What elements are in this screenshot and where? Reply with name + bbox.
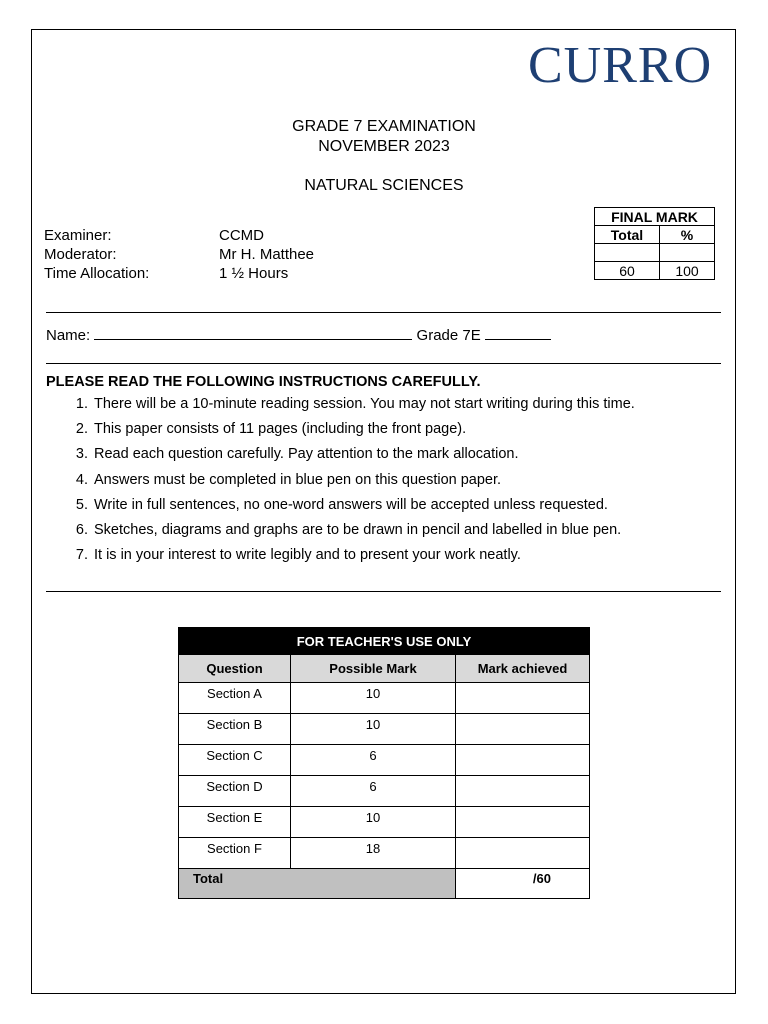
- total-label: Total: [179, 869, 456, 899]
- time-allocation-value: 1 ½ Hours: [219, 265, 289, 282]
- divider: [46, 591, 721, 592]
- instruction-item: 6. Sketches, diagrams and graphs are to be drawn in pencil and labelled in blue pen.: [92, 518, 768, 543]
- grade-label: Grade 7E: [416, 327, 481, 344]
- final-mark-total-cell[interactable]: [595, 244, 660, 262]
- instructions-title: PLEASE READ THE FOLLOWING INSTRUCTIONS CAREFULLY.: [46, 374, 481, 390]
- final-mark-percent-max: 100: [660, 262, 715, 280]
- row-mark-achieved[interactable]: [456, 807, 590, 838]
- row-mark-achieved[interactable]: [456, 683, 590, 714]
- curro-logo: CURRO: [528, 37, 713, 94]
- instruction-item: 1. There will be a 10-minute reading session. You may not start writing during this time.: [92, 392, 768, 417]
- row-mark-achieved[interactable]: [456, 745, 590, 776]
- instruction-item: 5. Write in full sentences, no one-word answers will be accepted unless requested.: [92, 493, 768, 518]
- table-row: [179, 714, 590, 745]
- examiner-value: CCMD: [219, 227, 264, 244]
- instructions-list: [44, 392, 768, 568]
- column-header-possible: Possible Mark: [291, 655, 456, 683]
- row-question: Section B: [179, 714, 291, 745]
- teacher-table-banner: FOR TEACHER'S USE ONLY: [179, 628, 590, 655]
- row-question: Section D: [179, 776, 291, 807]
- final-mark-table: [594, 207, 715, 280]
- column-header-question: Question: [179, 655, 291, 683]
- time-allocation-label: Time Allocation:: [44, 265, 150, 282]
- final-mark-title: FINAL MARK: [595, 208, 715, 226]
- row-possible-mark: 6: [291, 745, 456, 776]
- row-possible-mark: 10: [291, 683, 456, 714]
- row-possible-mark: 6: [291, 776, 456, 807]
- total-row: [179, 869, 590, 899]
- examiner-label: Examiner:: [44, 227, 112, 244]
- table-row: [179, 807, 590, 838]
- row-question: Section F: [179, 838, 291, 869]
- name-label: Name:: [46, 327, 91, 344]
- row-question: Section A: [179, 683, 291, 714]
- divider: [46, 363, 721, 364]
- row-question: Section C: [179, 745, 291, 776]
- divider: [46, 312, 721, 313]
- moderator-label: Moderator:: [44, 246, 117, 263]
- row-question: Section E: [179, 807, 291, 838]
- row-mark-achieved[interactable]: [456, 714, 590, 745]
- table-row: [179, 776, 590, 807]
- exam-title: GRADE 7 EXAMINATION: [292, 118, 476, 135]
- teacher-marks-table: [178, 627, 590, 899]
- row-mark-achieved[interactable]: [456, 776, 590, 807]
- row-possible-mark: 10: [291, 807, 456, 838]
- name-field[interactable]: [94, 325, 412, 340]
- row-possible-mark: 18: [291, 838, 456, 869]
- final-mark-percent-cell[interactable]: [660, 244, 715, 262]
- instruction-item: 3. Read each question carefully. Pay attention to the mark allocation.: [92, 442, 768, 467]
- instruction-item: 4. Answers must be completed in blue pen on this question paper.: [92, 468, 768, 493]
- grade-field[interactable]: [485, 325, 551, 340]
- final-mark-percent-header: %: [660, 226, 715, 244]
- column-header-achieved: Mark achieved: [456, 655, 590, 683]
- table-row: [179, 838, 590, 869]
- table-row: [179, 745, 590, 776]
- total-value[interactable]: /60: [456, 869, 590, 899]
- subject-title: NATURAL SCIENCES: [304, 177, 464, 194]
- instruction-item: 7. It is in your interest to write legibly and to present your work neatly.: [92, 543, 768, 568]
- row-possible-mark: 10: [291, 714, 456, 745]
- table-row: [179, 683, 590, 714]
- row-mark-achieved[interactable]: [456, 838, 590, 869]
- exam-date: NOVEMBER 2023: [318, 138, 450, 155]
- name-line: [46, 325, 551, 344]
- instruction-item: 2. This paper consists of 11 pages (including the front page).: [92, 417, 768, 442]
- final-mark-total-max: 60: [595, 262, 660, 280]
- final-mark-total-header: Total: [595, 226, 660, 244]
- moderator-value: Mr H. Matthee: [219, 246, 315, 263]
